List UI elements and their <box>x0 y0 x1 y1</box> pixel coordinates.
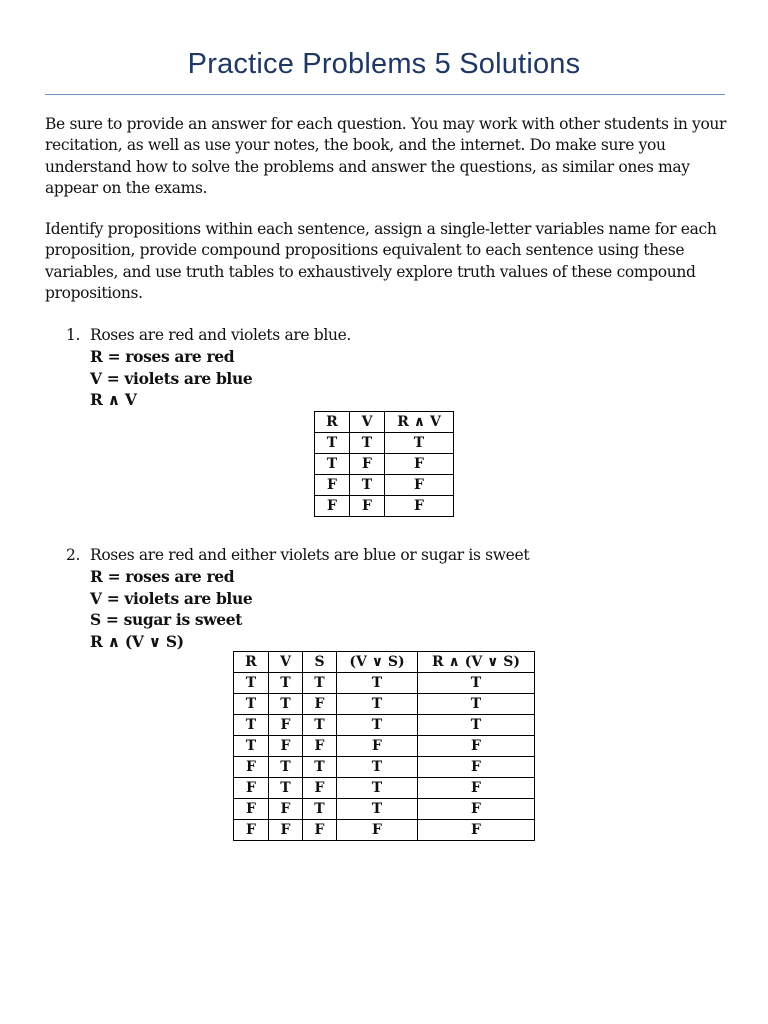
column-header: S <box>303 652 337 673</box>
table-cell: F <box>350 496 385 517</box>
table-cell: T <box>234 736 269 757</box>
table-header-row <box>315 412 454 433</box>
table-row <box>315 496 454 517</box>
table-row <box>234 799 535 820</box>
table-cell: T <box>269 673 303 694</box>
table-row <box>234 820 535 841</box>
table-cell: F <box>303 694 337 715</box>
table-cell: F <box>315 475 350 496</box>
variable-definition: V = violets are blue <box>90 588 253 608</box>
table-cell: F <box>418 820 535 841</box>
table-row <box>234 715 535 736</box>
truth-table-1 <box>314 411 454 517</box>
column-header: R ∧ (V ∨ S) <box>418 652 535 673</box>
column-header: R <box>234 652 269 673</box>
table-cell: F <box>269 799 303 820</box>
page-title: Practice Problems 5 Solutions <box>187 48 581 80</box>
table-cell: T <box>350 475 385 496</box>
table-cell: F <box>234 778 269 799</box>
column-header: R ∧ V <box>385 412 454 433</box>
table-cell: F <box>315 496 350 517</box>
table-cell: T <box>337 757 418 778</box>
table-cell: F <box>234 757 269 778</box>
column-header: V <box>269 652 303 673</box>
table-row <box>234 673 535 694</box>
intro-paragraph-1: Be sure to provide an answer for each question. You may work with other students in your recitation, as well as use your notes, the book, and the internet. Do make sure you understand how to solve the problems and answer the questions, as similar ones may appear on the exams. <box>45 115 727 198</box>
table-row <box>234 778 535 799</box>
table-cell: T <box>269 694 303 715</box>
intro-paragraph-2: Identify propositions within each sentence, assign a single-letter variables name for each proposition, provide compound propositions equivalent to each sentence using these variables, and use truth tables to exhaustively explore truth values of these compound propositions. <box>45 220 717 303</box>
table-header-row <box>234 652 535 673</box>
variable-definition: R = roses are red <box>90 567 235 587</box>
table-cell: F <box>269 736 303 757</box>
table-cell: F <box>385 496 454 517</box>
table-cell: T <box>315 433 350 454</box>
question-number: 2. <box>66 546 81 564</box>
table-row <box>234 694 535 715</box>
table-row <box>315 454 454 475</box>
column-header: (V ∨ S) <box>337 652 418 673</box>
title-divider <box>45 94 725 95</box>
table-cell: F <box>234 820 269 841</box>
table-cell: F <box>303 736 337 757</box>
table-cell: T <box>337 799 418 820</box>
table-cell: T <box>303 673 337 694</box>
table-cell: T <box>337 778 418 799</box>
table-row <box>234 757 535 778</box>
table-cell: F <box>234 799 269 820</box>
table-cell: F <box>269 715 303 736</box>
table-cell: T <box>234 715 269 736</box>
question-sentence: Roses are red and violets are blue. <box>90 326 352 344</box>
table-cell: T <box>337 694 418 715</box>
table-cell: F <box>303 778 337 799</box>
table-cell: F <box>385 454 454 475</box>
table-cell: T <box>337 673 418 694</box>
table-cell: T <box>234 694 269 715</box>
compound-expression: R ∧ V <box>90 390 137 410</box>
question-sentence: Roses are red and either violets are blue or sugar is sweet <box>90 546 530 564</box>
table-cell: T <box>418 715 535 736</box>
variable-definition: S = sugar is sweet <box>90 610 243 630</box>
table-cell: F <box>350 454 385 475</box>
variable-definition: V = violets are blue <box>90 368 253 388</box>
table-cell: T <box>303 715 337 736</box>
column-header: V <box>350 412 385 433</box>
table-cell: F <box>269 820 303 841</box>
table-cell: T <box>418 673 535 694</box>
table-cell: F <box>337 736 418 757</box>
table-cell: T <box>350 433 385 454</box>
table-row <box>315 433 454 454</box>
table-cell: F <box>418 799 535 820</box>
table-cell: F <box>418 757 535 778</box>
question-number: 1. <box>66 326 81 344</box>
compound-expression: R ∧ (V ∨ S) <box>90 631 184 651</box>
table-cell: T <box>269 778 303 799</box>
table-cell: F <box>418 736 535 757</box>
table-cell: F <box>337 820 418 841</box>
table-cell: T <box>315 454 350 475</box>
table-row <box>234 736 535 757</box>
table-cell: T <box>234 673 269 694</box>
table-row <box>315 475 454 496</box>
variable-definition: R = roses are red <box>90 347 235 367</box>
table-cell: F <box>418 778 535 799</box>
table-cell: T <box>303 799 337 820</box>
table-cell: F <box>385 475 454 496</box>
truth-table-2 <box>233 651 535 841</box>
table-cell: F <box>303 820 337 841</box>
question-body <box>90 325 710 411</box>
table-cell: T <box>303 757 337 778</box>
table-cell: T <box>337 715 418 736</box>
table-cell: T <box>385 433 454 454</box>
question-body <box>90 545 710 652</box>
column-header: R <box>315 412 350 433</box>
table-cell: T <box>418 694 535 715</box>
table-cell: T <box>269 757 303 778</box>
